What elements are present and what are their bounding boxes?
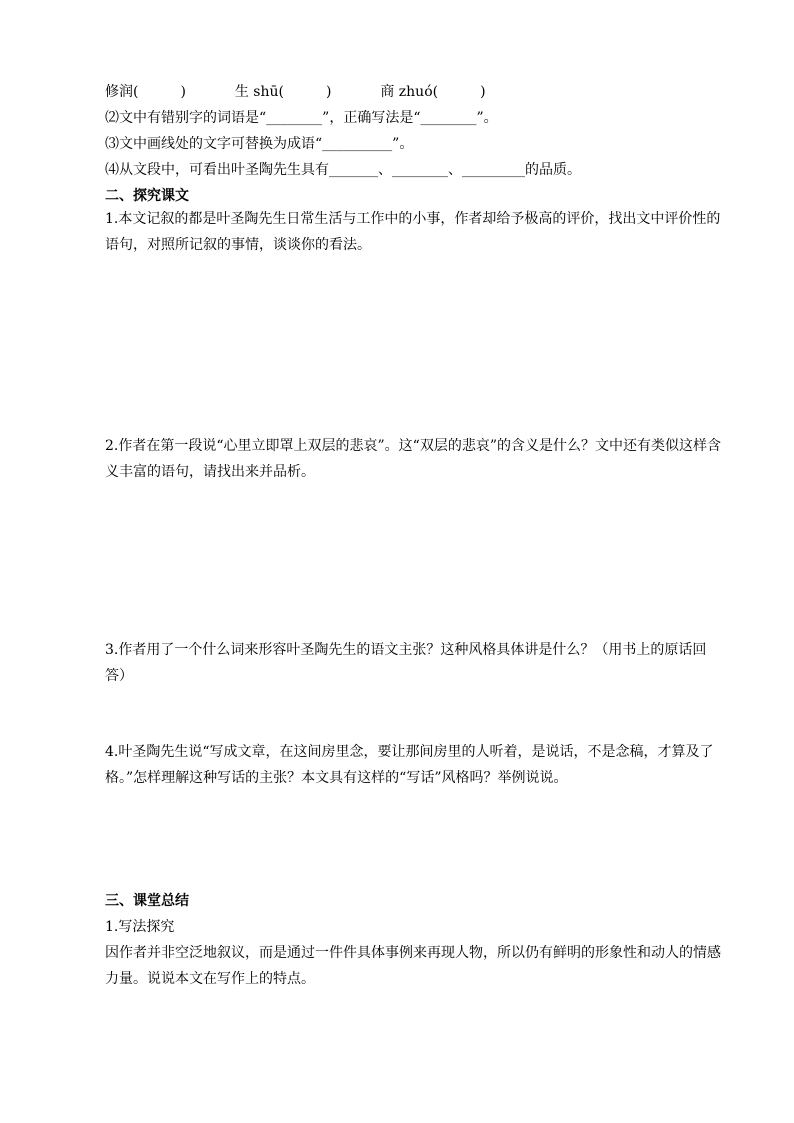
explore-item-1: 1.本文记叙的都是叶圣陶先生日常生活与工作中的小事，作者却给予极高的评价，找出文中评价性的语句，对照所记叙的事情，谈谈你的看法。 [105, 211, 721, 253]
summary-paragraph: 因作者并非空泛地叙议，而是通过一件件具体事例来再现人物，所以仍有鲜明的形象性和动人的情感力量。说说本文在写作上的特点。 [105, 945, 721, 987]
question-3: ⑶文中画线处的文字可替换为成语“__________”。 [105, 136, 414, 152]
question-2: ⑵文中有错别字的词语是“________”，正确写法是“________”。 [105, 110, 498, 126]
explore-item-2: 2.作者在第一段说“心里立即罩上双层的悲哀”。这“双层的悲哀”的含义是什么？文中还有类似这样含义丰富的语句，请找出来并品析。 [105, 438, 721, 480]
section-3-heading: 三、课堂总结 [105, 893, 189, 909]
explore-item-3: 3.作者用了一个什么词来形容叶圣陶先生的语文主张？这种风格具体讲是什么？（用书上的原话回答） [105, 642, 707, 684]
explore-item-4: 4.叶圣陶先生说“写成文章，在这间房里念，要让那间房里的人听着，是说话，不是念稿，才算及了格。”怎样理解这种写话的主张？本文具有这样的“写话”风格吗？举例说说。 [105, 744, 714, 786]
writing-method-subheading: 1.写法探究 [105, 919, 175, 935]
pinyin-row [105, 82, 486, 102]
pinyin-item-b: 生 shū( ) [234, 84, 332, 100]
question-4: ⑷从文段中，可看出叶圣陶先生具有_______、________、_________的品质。 [105, 162, 581, 178]
section-2-heading: 二、探究课文 [105, 188, 189, 204]
pinyin-item-c: 商 zhuó( ) [380, 84, 486, 100]
pinyin-item-a: 修润( ) [105, 84, 186, 100]
